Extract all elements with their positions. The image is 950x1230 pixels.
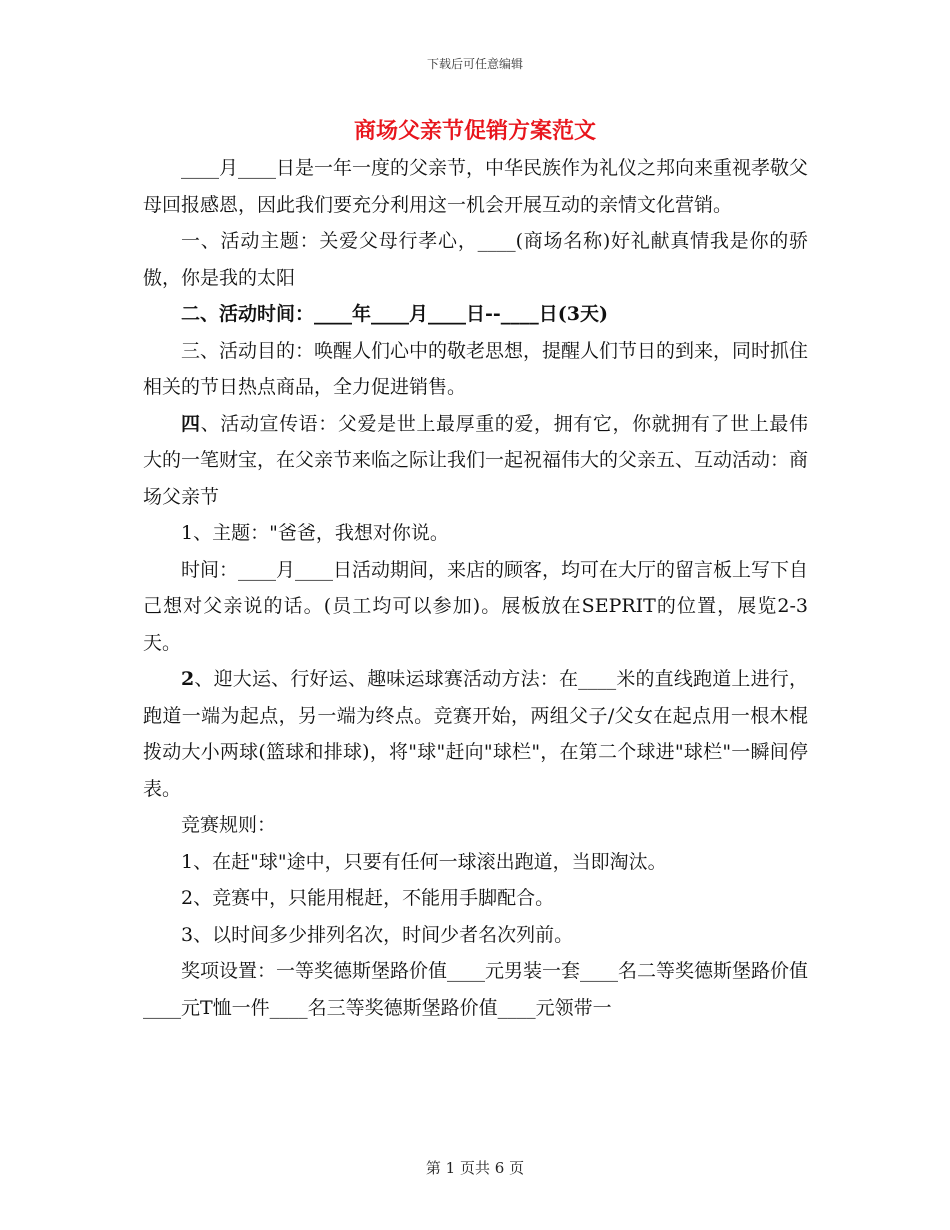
- page-footer: 第 1 页共 6 页: [425, 1159, 525, 1177]
- paragraph-awards: 奖项设置：一等奖德斯堡路价值____元男装一套____名二等奖德斯堡路价值____元T恤一件____名三等奖德斯堡路价值____元领带一: [143, 960, 809, 1019]
- paragraph-rules-heading: 竞赛规则：: [181, 814, 277, 836]
- paragraph-time: 二、活动时间：____年____月____日--____日(3天): [181, 303, 608, 325]
- document-title: 商场父亲节促销方案范文: [353, 118, 596, 144]
- paragraph-intro: ____月____日是一年一度的父亲节，中华民族作为礼仪之邦向来重视孝敬父母回报感恩，因此我们要充分利用这一机会开展互动的亲情文化营销。: [143, 157, 809, 216]
- paragraph-rule-2: 2、竞赛中，只能用棍赶，不能用手脚配合。: [181, 887, 555, 909]
- document-body: [143, 150, 808, 1026]
- paragraph-activity-2-text: 、迎大运、行好运、趣味运球赛活动方法：在____米的直线跑道上进行，跑道一端为起点，另一端为终点。竞赛开始，两组父子/父女在起点用一根木棍拨动大小两球(篮球和排球)，将"球"赶向"球栏"，在第二个球进"球栏"一瞬间停表。: [143, 668, 808, 800]
- page-header: 下载后可任意编辑: [426, 57, 523, 71]
- paragraph-activity-time: 时间：____月____日活动期间，来店的顾客，均可在大厅的留言板上写下自己想对父亲说的话。(员工均可以参加)。展板放在SEPRIT的位置，展览2-3天。: [143, 558, 809, 654]
- paragraph-purpose: 三、活动目的：唤醒人们心中的敬老思想，提醒人们节日的到来，同时抓住相关的节日热点商品，全力促进销售。: [143, 339, 809, 398]
- paragraph-rule-1: 1、在赶"球"途中，只要有任何一球滚出跑道，当即淘汰。: [181, 850, 667, 873]
- paragraph-slogan: [143, 406, 808, 516]
- paragraph-activity-2: [143, 661, 808, 807]
- paragraph-slogan-text: 、活动宣传语：父爱是世上最厚重的爱，拥有它，你就拥有了世上最伟大的一笔财宝，在父亲节来临之际让我们一起祝福伟大的父亲五、互动活动：商场父亲节: [143, 412, 809, 508]
- paragraph-rule-3: 3、以时间多少排列名次，时间少者名次列前。: [181, 923, 574, 946]
- paragraph-activity-1: 1、主题："爸爸，我想对你说。: [181, 522, 449, 544]
- paragraph-activity-2-lead: 2: [181, 668, 195, 690]
- paragraph-theme: 一、活动主题：关爱父母行孝心，____(商场名称)好礼献真情我是你的骄傲，你是我的太阳: [143, 230, 808, 289]
- paragraph-slogan-lead: 四: [181, 412, 201, 435]
